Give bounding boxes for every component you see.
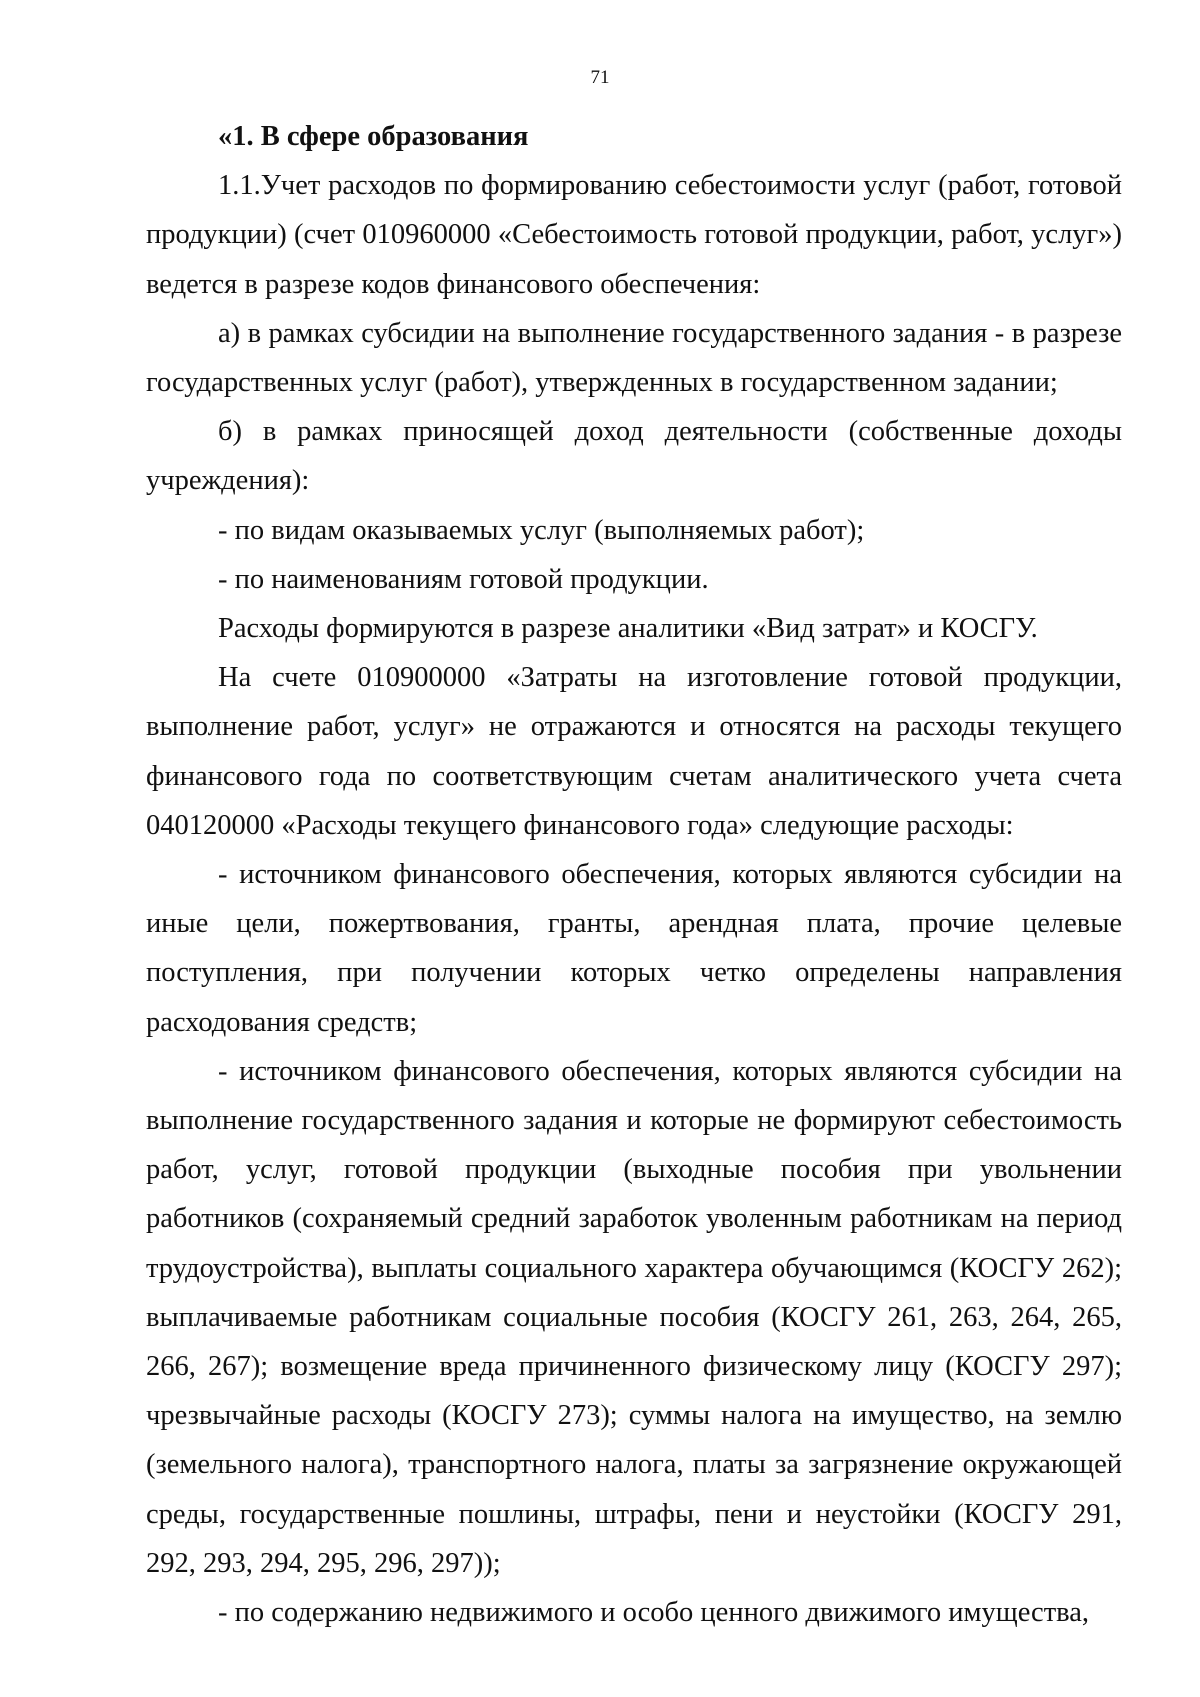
paragraph-account-010900000: На счете 010900000 «Затраты на изготовление готовой продукции, выполнение работ, услуг» не отражаются и относятся на расходы текущего финансового года по соответствующим счетам аналитического учета счета 040120000 «Расходы текущего финансового года» следующие расходы: <box>146 662 1122 841</box>
paragraph-dash-state-task: - источником финансового обеспечения, которых являются субсидии на выполнение государственного задания и которые не формируют себестоимость работ, услуг, готовой продукции (выходные пособия при увольнении работников (сохраняемый средний заработок уволенным работникам на период трудоустройства), выплаты социального характера обучающимся (КОСГУ 262); выплачиваемые работникам социальные пособия (КОСГУ 261, 263, 264, 265, 266, 267); возмещение вреда причиненного физическому лицу (КОСГУ 297); чрезвычайные расходы (КОСГУ 273); суммы налога на имущество, на землю (земельного налога), транспортного налога, платы за загрязнение окружающей среды, государственные пошлины, штрафы, пени и неустойки (КОСГУ 291, 292, 293, 294, 295, 296, 297)); <box>146 1055 1122 1579</box>
paragraph-dash-property-maintenance: - по содержанию недвижимого и особо ценного движимого имущества, <box>218 1597 1090 1629</box>
paragraph-dash-services: - по видам оказываемых услуг (выполняемых работ); <box>218 514 865 546</box>
paragraph-dash-other-purposes: - источником финансового обеспечения, которых являются субсидии на иные цели, пожертвования, гранты, арендная плата, прочие целевые поступления, при получении которых четко определены направления расходования средств; <box>146 859 1122 1038</box>
paragraph-item-b: б) в рамках приносящей доход деятельности (собственные доходы учреждения): <box>146 416 1122 497</box>
paragraph-item-a: а) в рамках субсидии на выполнение государственного задания - в разрезе государственных услуг (работ), утвержденных в государственном задании; <box>146 317 1122 399</box>
paragraph-1-1: 1.1.Учет расходов по формированию себестоимости услуг (работ, готовой продукции) (счет 010960000 «Себестоимость готовой продукции, работ, услуг») ведется в разрезе кодов финансового обеспечения: <box>146 170 1122 300</box>
page-number: 71 <box>590 67 610 88</box>
paragraph-expenses-analytics: Расходы формируются в разрезе аналитики «Вид затрат» и КОСГУ. <box>218 613 1038 645</box>
section-heading: «1. В сфере образования <box>218 121 529 152</box>
paragraph-dash-products: - по наименованиям готовой продукции. <box>218 563 709 595</box>
document-body <box>146 112 1122 1637</box>
